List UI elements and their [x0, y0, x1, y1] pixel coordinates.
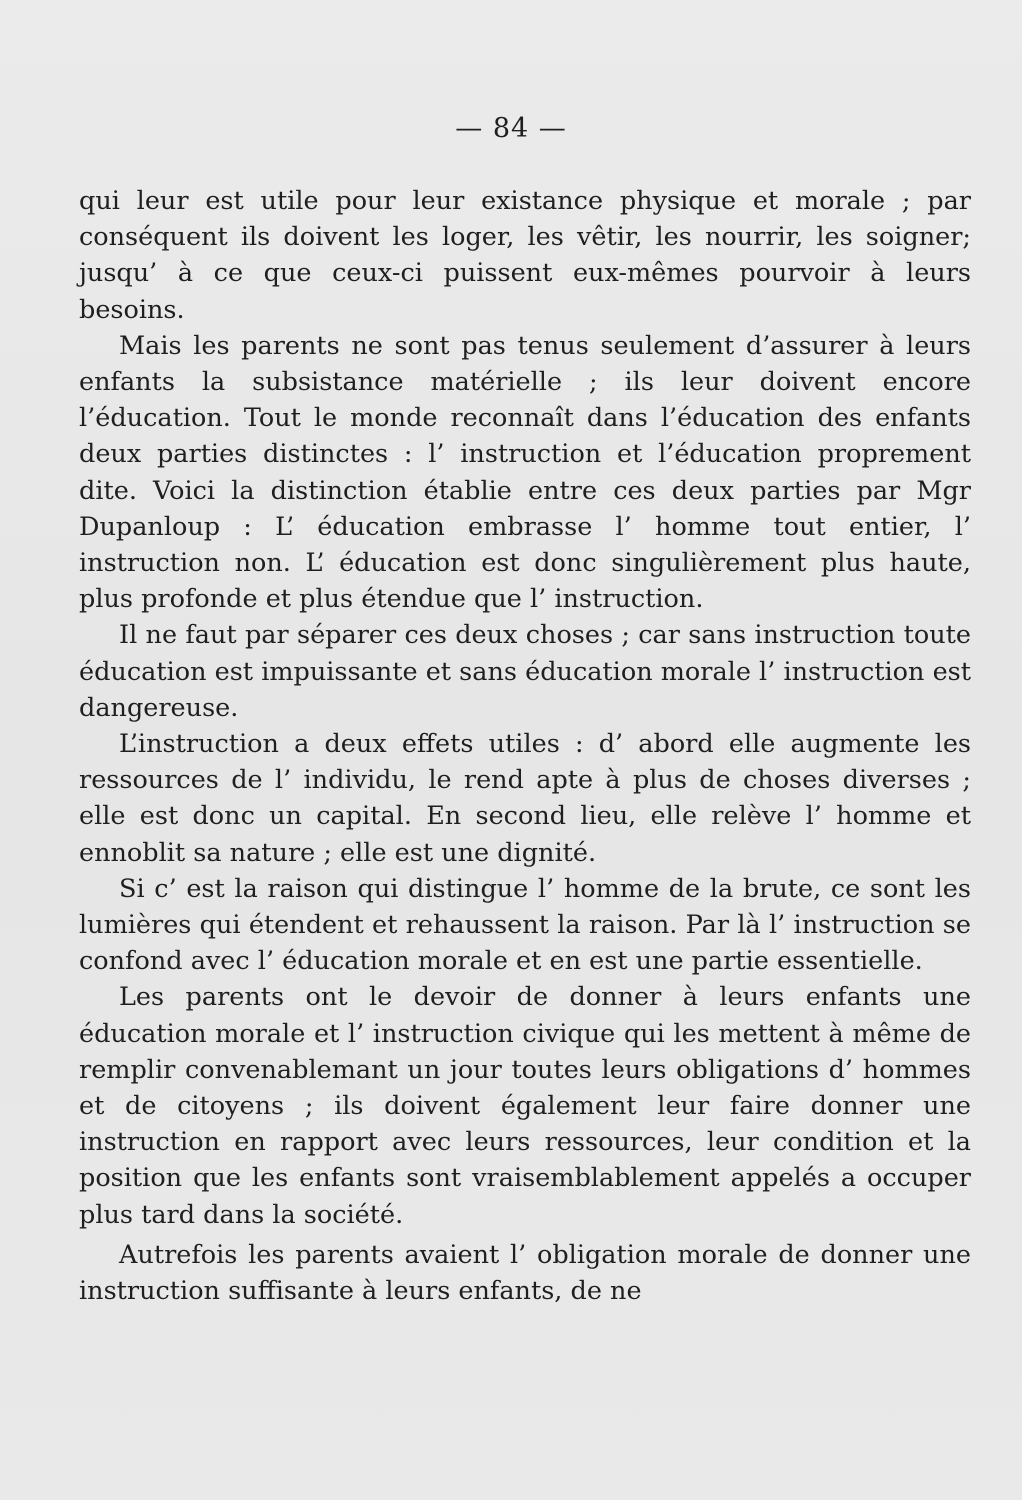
- paragraph-7: Autrefois les parents avaient l’ obligation morale de donner une instruction suffisante à leurs enfants, de ne: [79, 1239, 971, 1307]
- paragraph-2: Mais les parents ne sont pas tenus seulement d’assurer à leurs enfants la subsistance matérielle ; ils leur doivent encore l’éducation. Tout le monde reconnaît dans l’éducation des enfants deux parties distinctes : l’ instruction et l’éducation proprement dite. Voici la distinction établie entre ces deux parties par Mgr Dupanloup : L’ éducation embrasse l’ homme tout entier, l’ instruction non. L’ éducation est donc singulièrement plus haute, plus profonde et plus étendue que l’ instruction.: [79, 330, 971, 615]
- page-number: — 84 —: [455, 113, 567, 144]
- paragraph-4: L’instruction a deux effets utiles : d’ abord elle augmente les ressources de l’ individu, le rend apte à plus de choses diverses ; elle est donc un capital. En second lieu, elle relève l’ homme et ennoblit sa nature ; elle est une dignité.: [79, 729, 971, 868]
- paragraph-6: Les parents ont le devoir de donner à leurs enfants une éducation morale et l’ instruction civique qui les mettent à même de remplir convenablemant un jour toutes leurs obligations d’ hommes et de citoyens ; ils doivent également leur faire donner une instruction en rapport avec leurs ressources, leur condition et la position que les enfants sont vraisemblablement appelés a occuper plus tard dans la société.: [79, 982, 971, 1230]
- paragraph-3: Il ne faut par séparer ces deux choses ; car sans instruction toute éducation est impuissante et sans éducation morale l’ instruction est dangereuse.: [79, 620, 971, 723]
- body-text: [79, 183, 971, 1309]
- paragraph-1: qui leur est utile pour leur existance physique et morale ; par conséquent ils doivent les loger, les vêtir, les nourrir, les soigner; jusqu’ à ce que ceux-ci puissent eux-mêmes pourvoir à leurs besoins.: [79, 186, 971, 325]
- paragraph-5: Si c’ est la raison qui distingue l’ homme de la brute, ce sont les lumières qui étendent et rehaussent la raison. Par là l’ instruction se confond avec l’ éducation morale et en est une partie essentielle.: [79, 873, 971, 977]
